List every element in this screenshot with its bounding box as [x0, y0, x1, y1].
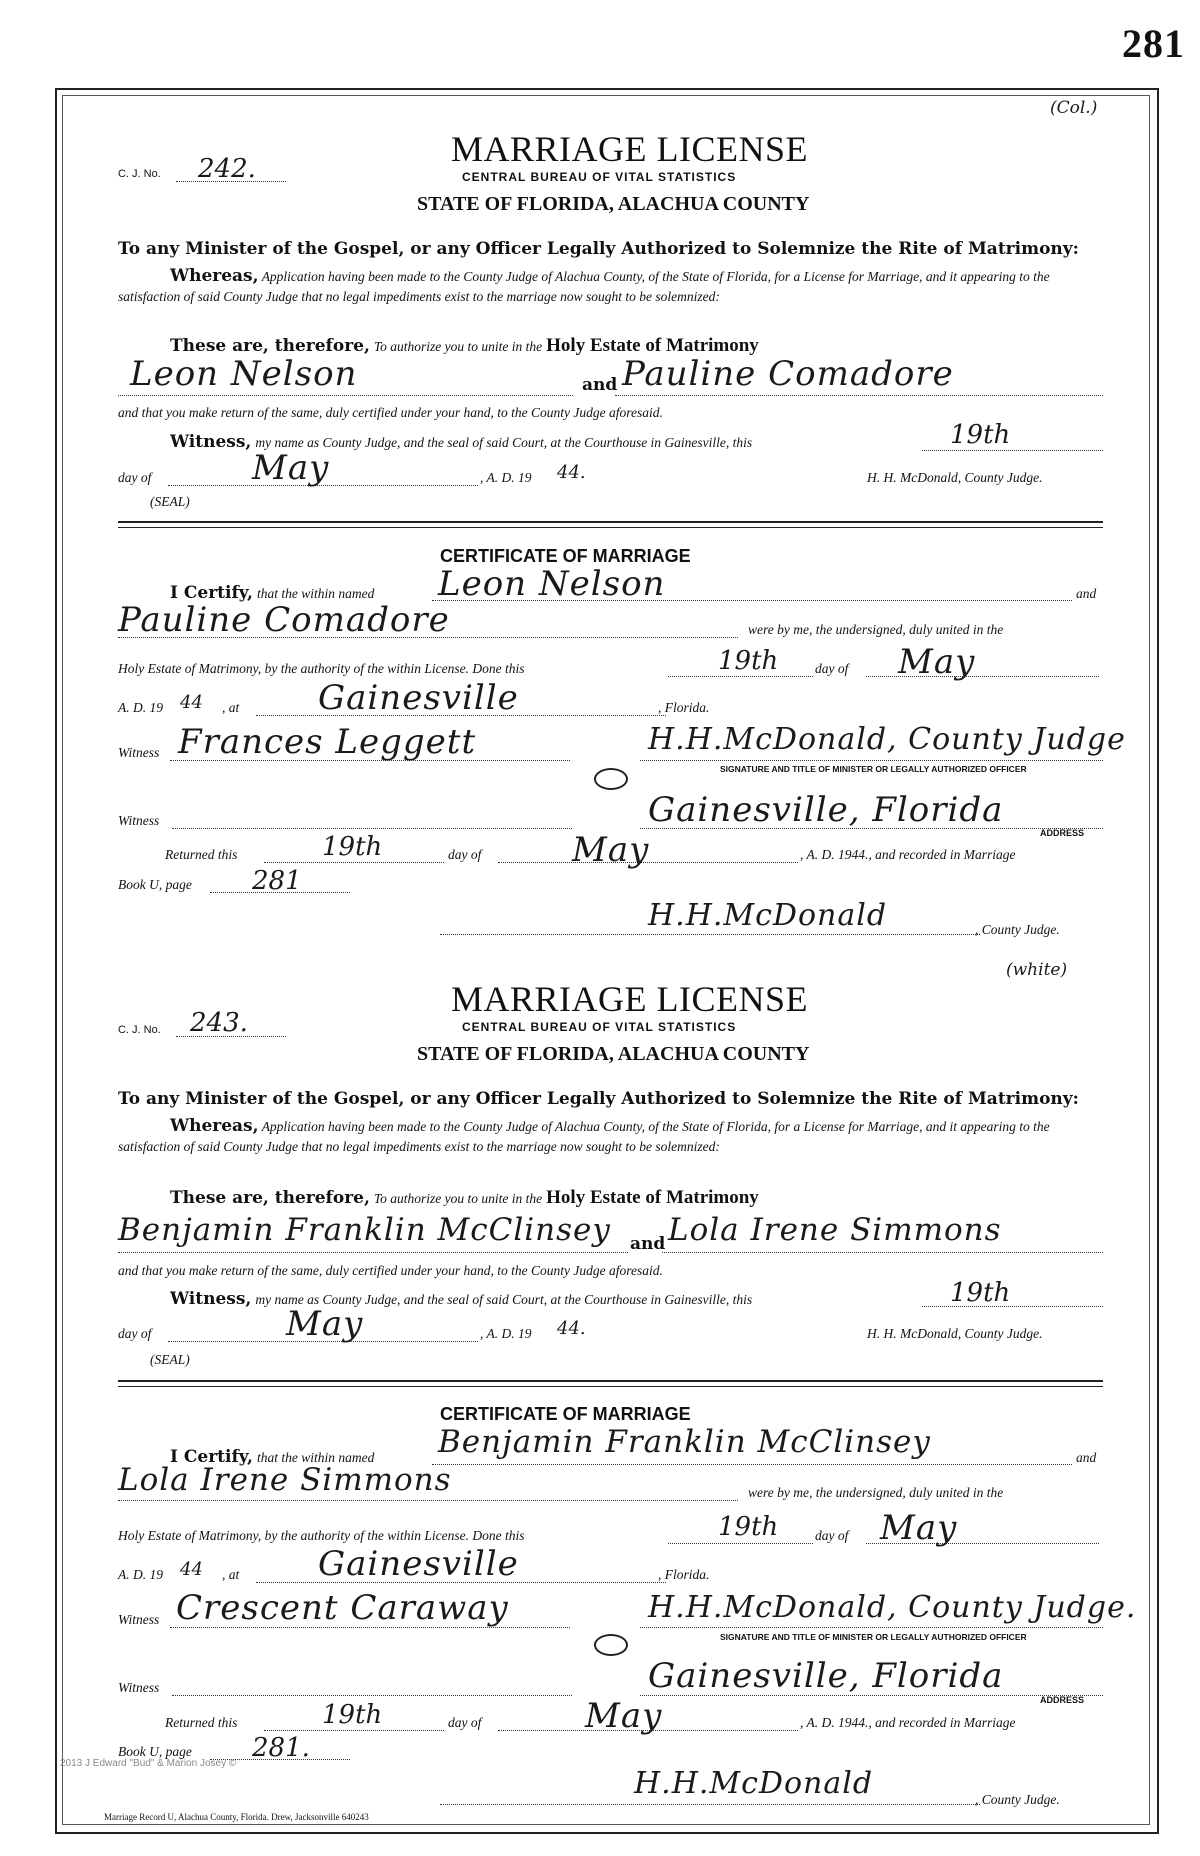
record-2-whereas-text: Application having been made to the County Judge of Alachua County, of the State of Florida, for a License for Marriage, and it appearing to the satisfaction of said County Judge that no legal impediments exist to the marriage now sought to be solemnized:	[118, 1119, 1050, 1154]
record-1-ad-label: A. D. 19	[118, 700, 163, 715]
record-2-cj-number: 243.	[190, 1008, 248, 1038]
record-1-returned-day-of: day of	[448, 847, 482, 862]
record-2-county-judge-label: , County Judge.	[975, 1792, 1060, 1807]
record-2-bureau: CENTRAL BUREAU OF VITAL STATISTICS	[462, 1020, 737, 1034]
record-1-at-label: , at	[222, 700, 240, 715]
record-2-address-line: To any Minister of the Gospel, or any Officer Legally Authorized to Solemnize the Rite of Matrimony:	[118, 1089, 1079, 1109]
record-1-cert-day-of: day of	[815, 661, 849, 676]
record-1-return-text: and that you make return of the same, duly certified under your hand, to the County Judge aforesaid.	[118, 405, 663, 420]
record-1-cert-bride: Pauline Comadore	[118, 600, 450, 640]
record-1-returned-day: 19th	[322, 832, 383, 862]
record-1-witness1: Frances Leggett	[178, 722, 477, 762]
record-1-officer-signature: H.H.McDonald, County Judge	[648, 722, 1126, 757]
record-1-florida: , Florida.	[658, 700, 710, 715]
record-2-returned-day: 19th	[322, 1700, 383, 1730]
record-1-these-text: To authorize you to unite in the	[373, 339, 543, 354]
record-2-whereas-lead: Whereas,	[170, 1116, 259, 1136]
record-1-holy-estate: Holy Estate of Matrimony	[546, 335, 759, 356]
record-1-whereas-text: Application having been made to the County Judge of Alachua County, of the State of Florida, for a License for Marriage, and it appearing to the satisfaction of said County Judge that no legal impediments exist to the marriage now sought to be solemnized:	[118, 269, 1050, 304]
record-1-groom: Leon Nelson	[130, 354, 358, 394]
record-2-judge: H. H. McDonald, County Judge.	[867, 1326, 1043, 1341]
record-2-returned-label: Returned this	[165, 1715, 238, 1730]
record-1-address: Gainesville, Florida	[648, 790, 1004, 830]
record-2-address-label: ADDRESS	[1040, 1695, 1085, 1705]
record-1-these-lead: These are, therefore,	[170, 336, 370, 356]
record-2-sig-title: SIGNATURE AND TITLE OF MINISTER OR LEGALLY AUTHORIZED OFFICER	[720, 1632, 1027, 1642]
record-1-sig-title: SIGNATURE AND TITLE OF MINISTER OR LEGALLY AUTHORIZED OFFICER	[720, 764, 1027, 774]
record-1-year: 44.	[557, 462, 586, 483]
record-2-these-lead: These are, therefore,	[170, 1188, 370, 1208]
record-1-judge: H. H. McDonald, County Judge.	[867, 470, 1043, 485]
record-1-holy-text: Holy Estate of Matrimony, by the authority of the within License. Done this	[118, 661, 525, 676]
record-1-divider	[118, 521, 1103, 528]
record-1-bureau: CENTRAL BUREAU OF VITAL STATISTICS	[462, 170, 737, 184]
record-2-groom: Benjamin Franklin McClinsey	[118, 1212, 611, 1248]
record-2-united-text: were by me, the undersigned, duly united in the	[748, 1485, 1004, 1500]
record-2-book-label: Book U, page	[118, 1744, 192, 1759]
record-2-day-of: day of	[118, 1326, 152, 1341]
record-2-witness1: Crescent Caraway	[176, 1588, 509, 1628]
record-2-ad-label: A. D. 19	[118, 1567, 163, 1582]
record-1-cert-groom: Leon Nelson	[438, 564, 666, 604]
record-1-and: and	[582, 375, 618, 395]
record-1-cert-month: May	[898, 642, 976, 682]
record-1-seal-stamp	[594, 768, 628, 790]
record-2-cert-bride: Lola Irene Simmons	[118, 1462, 452, 1498]
record-2-these-text: To authorize you to unite in the	[373, 1191, 543, 1206]
record-2-address: Gainesville, Florida	[648, 1656, 1004, 1696]
record-2-title: MARRIAGE LICENSE	[451, 979, 808, 1019]
record-2-holy-estate: Holy Estate of Matrimony	[546, 1187, 759, 1208]
record-2-ad: , A. D. 19	[480, 1326, 532, 1341]
record-2-year: 44.	[557, 1318, 586, 1339]
record-2-certify-text: that the within named	[256, 1450, 375, 1465]
record-2-cj-label: C. J. No.	[118, 1024, 161, 1036]
record-2-and: and	[630, 1234, 666, 1254]
record-1-county-judge-signature: H.H.McDonald	[648, 898, 888, 933]
record-1-whereas	[118, 266, 1104, 307]
record-2-witness2-label: Witness	[118, 1680, 160, 1695]
record-2-cert-year: 44	[180, 1559, 203, 1580]
record-1-cert-title: CERTIFICATE OF MARRIAGE	[440, 546, 691, 566]
record-1-returned-label: Returned this	[165, 847, 238, 862]
record-1-ad: , A. D. 19	[480, 470, 532, 485]
record-2-cert-and: and	[1076, 1450, 1097, 1465]
copyright-watermark: 2013 J Edward "Bud" & Marion Josey ©	[60, 1758, 237, 1769]
record-1-title: MARRIAGE LICENSE	[451, 129, 808, 169]
record-1-address-line: To any Minister of the Gospel, or any Officer Legally Authorized to Solemnize the Rite of Matrimony:	[118, 239, 1079, 259]
record-2-return-text: and that you make return of the same, duly certified under your hand, to the County Judge aforesaid.	[118, 1263, 663, 1278]
record-2-book-page: 281.	[252, 1733, 310, 1763]
record-2-at-label: , at	[222, 1567, 240, 1582]
record-2-bride: Lola Irene Simmons	[668, 1212, 1002, 1248]
record-2-seal-stamp	[594, 1634, 628, 1656]
record-1-book-page: 281	[252, 866, 302, 896]
record-1-witness2-label: Witness	[118, 813, 160, 828]
record-2-returned-ad: , A. D. 1944., and recorded in Marriage	[800, 1715, 1016, 1730]
record-1-book-label: Book U, page	[118, 877, 192, 892]
record-2-cert-groom: Benjamin Franklin McClinsey	[438, 1424, 931, 1460]
record-1-witness-text: my name as County Judge, and the seal of said Court, at the Courthouse in Gainesville, this	[255, 435, 753, 450]
record-2-whereas	[118, 1116, 1104, 1157]
record-1-month: May	[252, 448, 330, 488]
record-1-certify-lead: I Certify,	[170, 583, 253, 603]
record-1-day: 19th	[950, 420, 1011, 450]
record-1-cert-and: and	[1076, 586, 1097, 601]
record-2-witness-text: my name as County Judge, and the seal of said Court, at the Courthouse in Gainesville, this	[255, 1292, 753, 1307]
record-1-cj-number: 242.	[198, 154, 256, 184]
record-2-certify-lead: I Certify,	[170, 1447, 253, 1467]
record-2-officer-signature: H.H.McDonald, County Judge.	[648, 1590, 1137, 1625]
record-2-cert-day-of: day of	[815, 1528, 849, 1543]
record-2-holy-text: Holy Estate of Matrimony, by the authority of the within License. Done this	[118, 1528, 525, 1543]
record-2-county-judge-signature: H.H.McDonald	[634, 1766, 874, 1801]
record-2-state: STATE OF FLORIDA, ALACHUA COUNTY	[417, 1043, 810, 1065]
record-2-month: May	[286, 1304, 364, 1344]
record-1-state: STATE OF FLORIDA, ALACHUA COUNTY	[417, 193, 810, 215]
record-1-cert-day: 19th	[718, 646, 779, 676]
record-1-address-label: ADDRESS	[1040, 828, 1085, 838]
record-1-county-judge-label: , County Judge.	[975, 922, 1060, 937]
form-footer: Marriage Record U, Alachua County, Florida. Drew, Jacksonville 640243	[104, 1812, 369, 1822]
record-1-annotation: (Col.)	[1050, 98, 1098, 118]
record-2-cert-title: CERTIFICATE OF MARRIAGE	[440, 1404, 691, 1424]
record-2-seal: (SEAL)	[150, 1352, 190, 1367]
record-2-place: Gainesville	[318, 1544, 519, 1584]
record-1-bride: Pauline Comadore	[622, 354, 954, 394]
record-1-witness-label: Witness	[118, 745, 160, 760]
record-2-day: 19th	[950, 1278, 1011, 1308]
record-1-returned-ad: , A. D. 1944., and recorded in Marriage	[800, 847, 1016, 862]
record-1-seal: (SEAL)	[150, 494, 190, 509]
record-2-witness-lead: Witness,	[170, 1289, 252, 1309]
record-1-united-text: were by me, the undersigned, duly united in the	[748, 622, 1004, 637]
record-1-returned-month: May	[572, 830, 650, 870]
record-2-cert-day: 19th	[718, 1512, 779, 1542]
record-2-annotation: (white)	[1006, 960, 1068, 980]
record-1-certify-text: that the within named	[256, 586, 375, 601]
record-2-witness	[170, 1289, 752, 1309]
page-number: 281	[1122, 21, 1185, 66]
record-1-day-of: day of	[118, 470, 152, 485]
record-2-returned-day-of: day of	[448, 1715, 482, 1730]
record-2-florida: , Florida.	[658, 1567, 710, 1582]
record-1-witness-lead: Witness,	[170, 432, 252, 452]
record-1-whereas-lead: Whereas,	[170, 266, 259, 286]
record-2-witness-label: Witness	[118, 1612, 160, 1627]
record-2-these	[170, 1187, 759, 1209]
record-2-returned-month: May	[585, 1696, 663, 1736]
record-1-place: Gainesville	[318, 678, 519, 718]
record-2-divider	[118, 1380, 1103, 1387]
record-1-cj-label: C. J. No.	[118, 168, 161, 180]
record-1-cert-year: 44	[180, 692, 203, 713]
record-2-cert-month: May	[880, 1508, 958, 1548]
